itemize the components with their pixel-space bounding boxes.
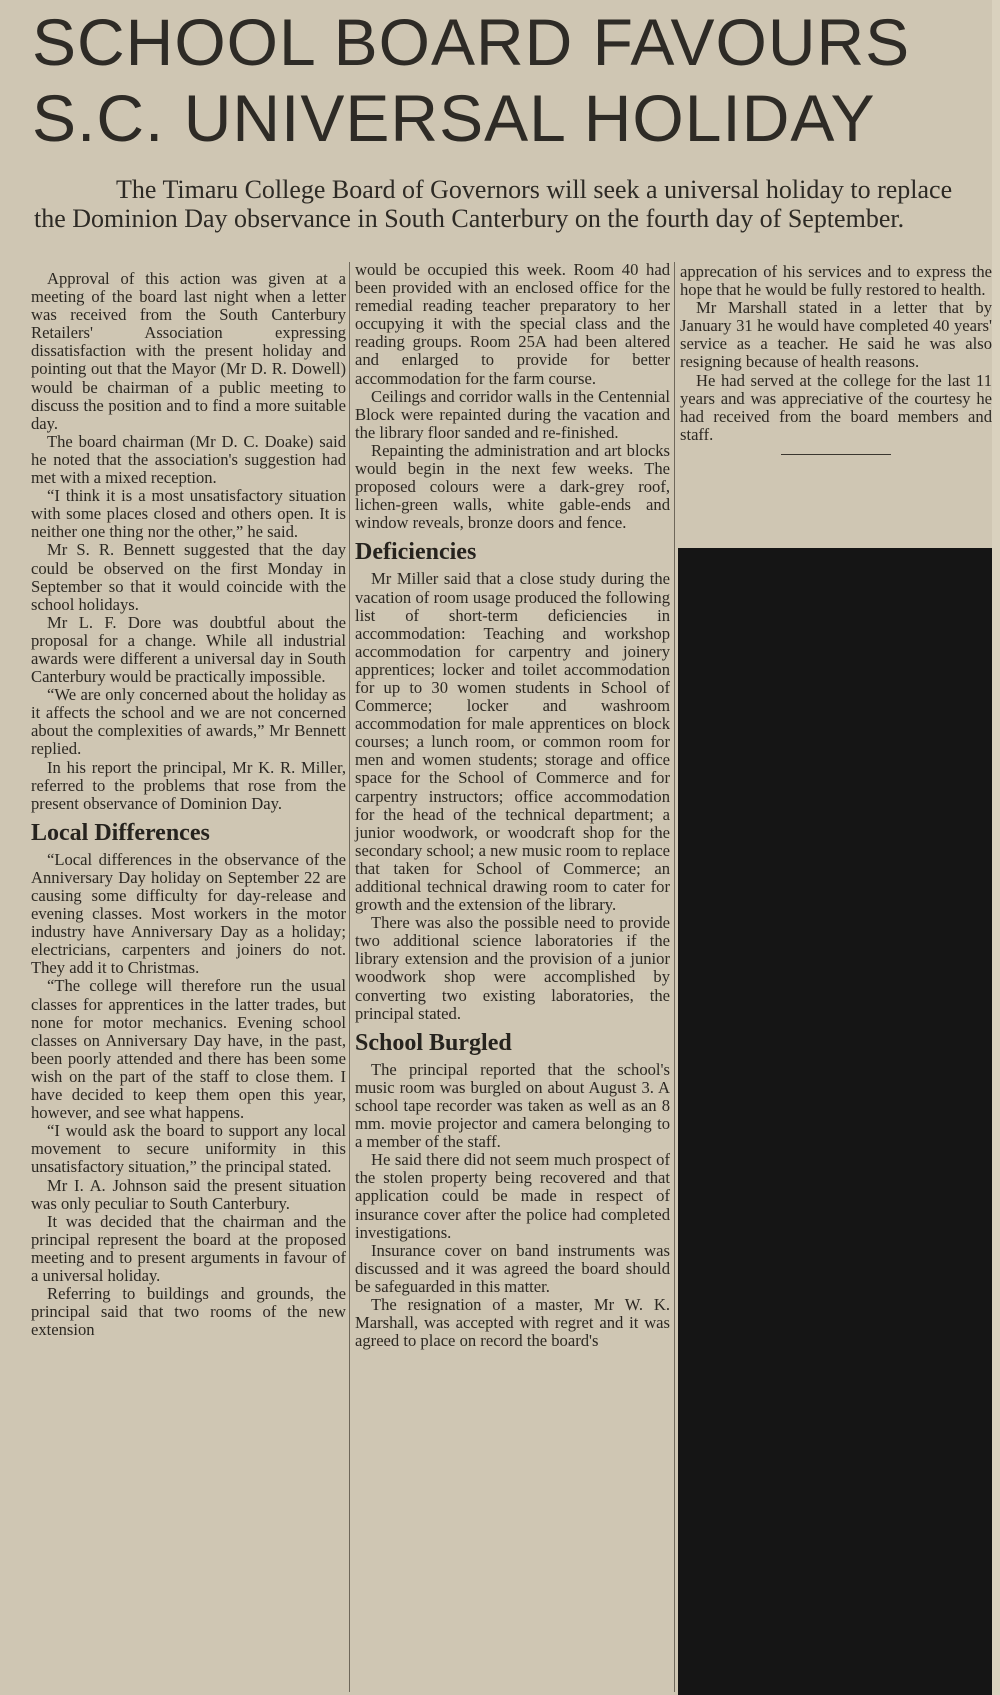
end-of-article-rule	[781, 454, 891, 455]
paragraph: Repainting the administration and art blocks would begin in the next few weeks. The proposed colours were a dark-grey roof, lichen-green walls, white gable-ends and window reveals, bronze doors and fence.	[355, 440, 670, 533]
paragraph: There was also the possible need to provide two additional science laboratories if the library extension and the provision of a junior woodwork shop were accomplished by converting two existing laboratories, the principal stated.	[355, 913, 670, 1023]
paragraph: Mr Marshall stated in a letter that by January 31 he would have completed 40 years' service as a teacher. He said he was also resigning because of health reasons.	[680, 298, 992, 372]
article-column-2	[355, 261, 670, 1350]
dark-background-area	[678, 548, 1000, 1695]
paragraph: Mr Miller said that a close study during the vacation of room usage produced the following list of short-term deficiencies in accommodation: Teaching and workshop accommodation for carpentry and joinery apprentices; locker and toilet accommodation for up to 30 women students in School of Commerce; locker and washroom accommodation for male apprentices on block courses; a lunch room, or common room for men and women students; storage and office space for the School of Commerce and for carpentry instructors; office accommodation for the head of the technical department; a junior woodwork, or woodcraft shop for the secondary school; a new music room to replace that taken for School of Commerce; an additional technical drawing room to cater for growth and the extension of the library.	[355, 569, 670, 915]
paragraph: Mr I. A. Johnson said the present situation was only peculiar to South Canterbury.	[31, 1175, 346, 1213]
headline-line-2: S.C. UNIVERSAL HOLIDAY	[32, 81, 876, 155]
paragraph: In his report the principal, Mr K. R. Miller, referred to the problems that rose from the present observance of Dominion Day.	[31, 757, 346, 813]
column-rule-2	[674, 262, 675, 1692]
paragraph: The resignation of a master, Mr W. K. Marshall, was accepted with regret and it was agreed to place on record the board's	[355, 1294, 670, 1351]
paragraph: He said there did not seem much prospect of the stolen property being recovered and that application could be made in respect of insurance cover after the police had completed investigations.	[355, 1150, 670, 1242]
paragraph: Mr L. F. Dore was doubtful about the proposal for a change. While all industrial awards were different a universal day in South Canterbury would be practically impossible.	[31, 612, 346, 687]
paragraph: Referring to buildings and grounds, the principal said that two rooms of the new extension	[31, 1284, 346, 1340]
intro-paragraph: The Timaru College Board of Governors will seek a universal holiday to replace the Dominion Day observance in South Canterbury on the fourth day of September.	[34, 175, 953, 233]
paragraph: Insurance cover on band instruments was discussed and it was agreed the board should be safeguarded in this matter.	[355, 1240, 670, 1296]
paragraph: It was decided that the chairman and the principal represent the board at the proposed meeting and to present arguments in favour of a universal holiday.	[31, 1211, 346, 1285]
paragraph: He had served at the college for the last 11 years and was appreciative of the courtesy he had received from the board members and staff.	[680, 370, 992, 444]
paragraph: The board chairman (Mr D. C. Doake) said he noted that the association's suggestion had met with a mixed reception.	[31, 431, 346, 488]
paragraph: apprecation of his services and to express the hope that he would be fully restored to health.	[680, 262, 992, 300]
article-column-1	[31, 270, 346, 1339]
subheading-deficiencies: Deficiencies	[355, 539, 477, 566]
paragraph: would be occupied this week. Room 40 had been provided with an enclosed office for the remedial reading teacher preparatory to her occupying it with the special class and the reading groups. Room 25A had been altered and enlarged to provide for better accommodation for the farm course.	[355, 260, 670, 388]
subheading-local-differences: Local Differences	[31, 819, 210, 846]
paragraph: “The college will therefore run the usual classes for apprentices in the latter trades, but none for motor mechanics. Evening school classes on Anniversary Day have, in the past, been poorly attended and there has been some wish on the part of the staff to close them. I have decided to keep them open this year, however, and see what happens.	[31, 976, 346, 1123]
subheading-school-burgled: School Burgled	[355, 1029, 512, 1056]
headline	[32, 4, 992, 156]
paragraph: “I think it is a most unsatisfactory situation with some places closed and others open. It is neither one thing nor the other,” he said.	[31, 486, 346, 542]
paragraph: “We are only concerned about the holiday as it affects the school and we are not concerned about the complexities of awards,” Mr Bennett replied.	[31, 685, 346, 759]
column-rule-1	[349, 262, 350, 1692]
paragraph: Approval of this action was given at a meeting of the board last night when a letter was received from the South Canterbury Retailers' Association expressing dissatisfaction with the present holiday and pointing out that the Mayor (Mr D. R. Dowell) would be chairman of a public meeting to discuss the position and to find a more suitable day.	[31, 269, 346, 433]
paragraph: The principal reported that the school's music room was burgled on about August 3. A school tape recorder was taken as well as an 8 mm. movie projector and camera belonging to a member of the staff.	[355, 1059, 670, 1152]
paragraph: “I would ask the board to support any local movement to secure uniformity in this unsatisfactory situation,” the principal stated.	[31, 1121, 346, 1177]
article-column-3	[680, 263, 992, 455]
page-edge	[992, 0, 1000, 1695]
paragraph: “Local differences in the observance of the Anniversary Day holiday on September 22 are causing some difficulty for day-release and evening classes. Most workers in the motor industry have Anniversary Day as a holiday; electricians, carpenters and joiners do not. They add it to Christmas.	[31, 849, 346, 978]
paragraph: Ceilings and corridor walls in the Centennial Block were repainted during the vacation and the library floor sanded and re-finished.	[355, 386, 670, 442]
paragraph: Mr S. R. Bennett suggested that the day could be observed on the first Monday in September so that it would coincide with the school holidays.	[31, 540, 346, 614]
headline-line-1: SCHOOL BOARD FAVOURS	[32, 5, 911, 79]
